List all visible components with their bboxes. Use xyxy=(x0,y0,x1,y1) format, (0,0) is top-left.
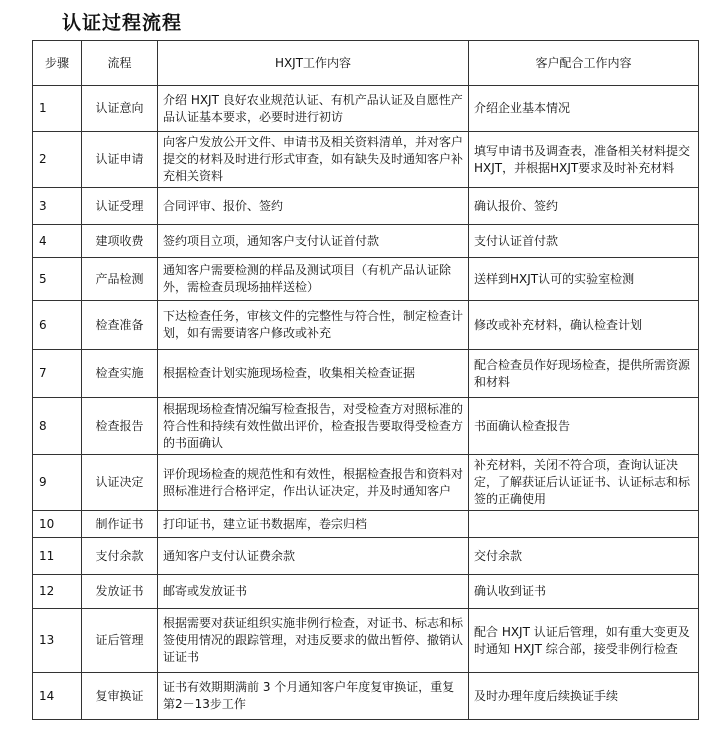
client-cell: 配合检查员作好现场检查，提供所需资源和材料 xyxy=(469,350,699,398)
hxjt-cell: 向客户发放公开文件、申请书及相关资料清单，并对客户提交的材料及时进行形式审查，如有缺失及时通知客户补充相关资料 xyxy=(158,132,469,188)
table-row xyxy=(33,86,699,132)
step-cell: 3 xyxy=(33,188,82,225)
flow-cell: 支付余款 xyxy=(82,538,158,575)
hxjt-cell: 证书有效期期满前 3 个月通知客户年度复审换证，重复第2－13步工作 xyxy=(158,673,469,720)
client-cell: 介绍企业基本情况 xyxy=(469,86,699,132)
flow-cell: 认证申请 xyxy=(82,132,158,188)
client-cell: 支付认证首付款 xyxy=(469,225,699,258)
flow-cell: 检查报告 xyxy=(82,398,158,455)
page-title: 认证过程流程 xyxy=(62,12,183,34)
table-row xyxy=(33,575,699,609)
step-cell: 10 xyxy=(33,511,82,538)
table-row xyxy=(33,455,699,511)
header-flow: 流程 xyxy=(82,41,158,86)
table-row xyxy=(33,538,699,575)
table-row xyxy=(33,673,699,720)
hxjt-cell: 合同评审、报价、签约 xyxy=(158,188,469,225)
table-row xyxy=(33,225,699,258)
flow-cell: 认证意向 xyxy=(82,86,158,132)
flow-cell: 证后管理 xyxy=(82,609,158,673)
step-cell: 14 xyxy=(33,673,82,720)
step-cell: 13 xyxy=(33,609,82,673)
flow-cell: 建项收费 xyxy=(82,225,158,258)
header-client: 客户配合工作内容 xyxy=(469,41,699,86)
client-cell: 填写申请书及调查表，准备相关材料提交HXJT，并根据HXJT要求及时补充材料 xyxy=(469,132,699,188)
step-cell: 11 xyxy=(33,538,82,575)
hxjt-cell: 签约项目立项，通知客户支付认证首付款 xyxy=(158,225,469,258)
step-cell: 6 xyxy=(33,301,82,350)
flow-cell: 复审换证 xyxy=(82,673,158,720)
table-row xyxy=(33,301,699,350)
hxjt-cell: 下达检查任务，审核文件的完整性与符合性，制定检查计划，如有需要请客户修改或补充 xyxy=(158,301,469,350)
client-cell: 及时办理年度后续换证手续 xyxy=(469,673,699,720)
step-cell: 12 xyxy=(33,575,82,609)
header-hxjt: HXJT工作内容 xyxy=(158,41,469,86)
client-cell xyxy=(469,511,699,538)
flow-cell: 认证决定 xyxy=(82,455,158,511)
table-row xyxy=(33,398,699,455)
step-cell: 1 xyxy=(33,86,82,132)
step-cell: 9 xyxy=(33,455,82,511)
step-cell: 4 xyxy=(33,225,82,258)
client-cell: 送样到HXJT认可的实验室检测 xyxy=(469,258,699,301)
step-cell: 5 xyxy=(33,258,82,301)
hxjt-cell: 评价现场检查的规范性和有效性，根据检查报告和资料对照标准进行合格评定，作出认证决定，并及时通知客户 xyxy=(158,455,469,511)
table-row xyxy=(33,258,699,301)
client-cell: 确认报价、签约 xyxy=(469,188,699,225)
header-step: 步骤 xyxy=(33,41,82,86)
client-cell: 补充材料，关闭不符合项，查询认证决定，了解获证后认证证书、认证标志和标签的正确使用 xyxy=(469,455,699,511)
step-cell: 8 xyxy=(33,398,82,455)
table-header-row xyxy=(33,41,699,86)
hxjt-cell: 根据需要对获证组织实施非例行检查，对证书、标志和标签使用情况的跟踪管理，对违反要求的做出暂停、撤销认证证书 xyxy=(158,609,469,673)
hxjt-cell: 通知客户支付认证费余款 xyxy=(158,538,469,575)
client-cell: 书面确认检查报告 xyxy=(469,398,699,455)
flow-cell: 认证受理 xyxy=(82,188,158,225)
table-row xyxy=(33,609,699,673)
hxjt-cell: 邮寄或发放证书 xyxy=(158,575,469,609)
step-cell: 2 xyxy=(33,132,82,188)
client-cell: 配合 HXJT 认证后管理，如有重大变更及时通知 HXJT 综合部，接受非例行检查 xyxy=(469,609,699,673)
table-row xyxy=(33,188,699,225)
table-row xyxy=(33,132,699,188)
hxjt-cell: 根据现场检查情况编写检查报告，对受检查方对照标准的符合性和持续有效性做出评价，检查报告要取得受检查方的书面确认 xyxy=(158,398,469,455)
table-row xyxy=(33,350,699,398)
flow-cell: 检查实施 xyxy=(82,350,158,398)
flow-cell: 检查准备 xyxy=(82,301,158,350)
step-cell: 7 xyxy=(33,350,82,398)
process-table xyxy=(32,40,699,720)
hxjt-cell: 打印证书，建立证书数据库，卷宗归档 xyxy=(158,511,469,538)
flow-cell: 制作证书 xyxy=(82,511,158,538)
flow-cell: 产品检测 xyxy=(82,258,158,301)
hxjt-cell: 根据检查计划实施现场检查，收集相关检查证据 xyxy=(158,350,469,398)
client-cell: 确认收到证书 xyxy=(469,575,699,609)
flow-cell: 发放证书 xyxy=(82,575,158,609)
client-cell: 修改或补充材料，确认检查计划 xyxy=(469,301,699,350)
hxjt-cell: 介绍 HXJT 良好农业规范认证、有机产品认证及自愿性产品认证基本要求，必要时进行初访 xyxy=(158,86,469,132)
client-cell: 交付余款 xyxy=(469,538,699,575)
table-row xyxy=(33,511,699,538)
hxjt-cell: 通知客户需要检测的样品及测试项目（有机产品认证除外，需检查员现场抽样送检） xyxy=(158,258,469,301)
